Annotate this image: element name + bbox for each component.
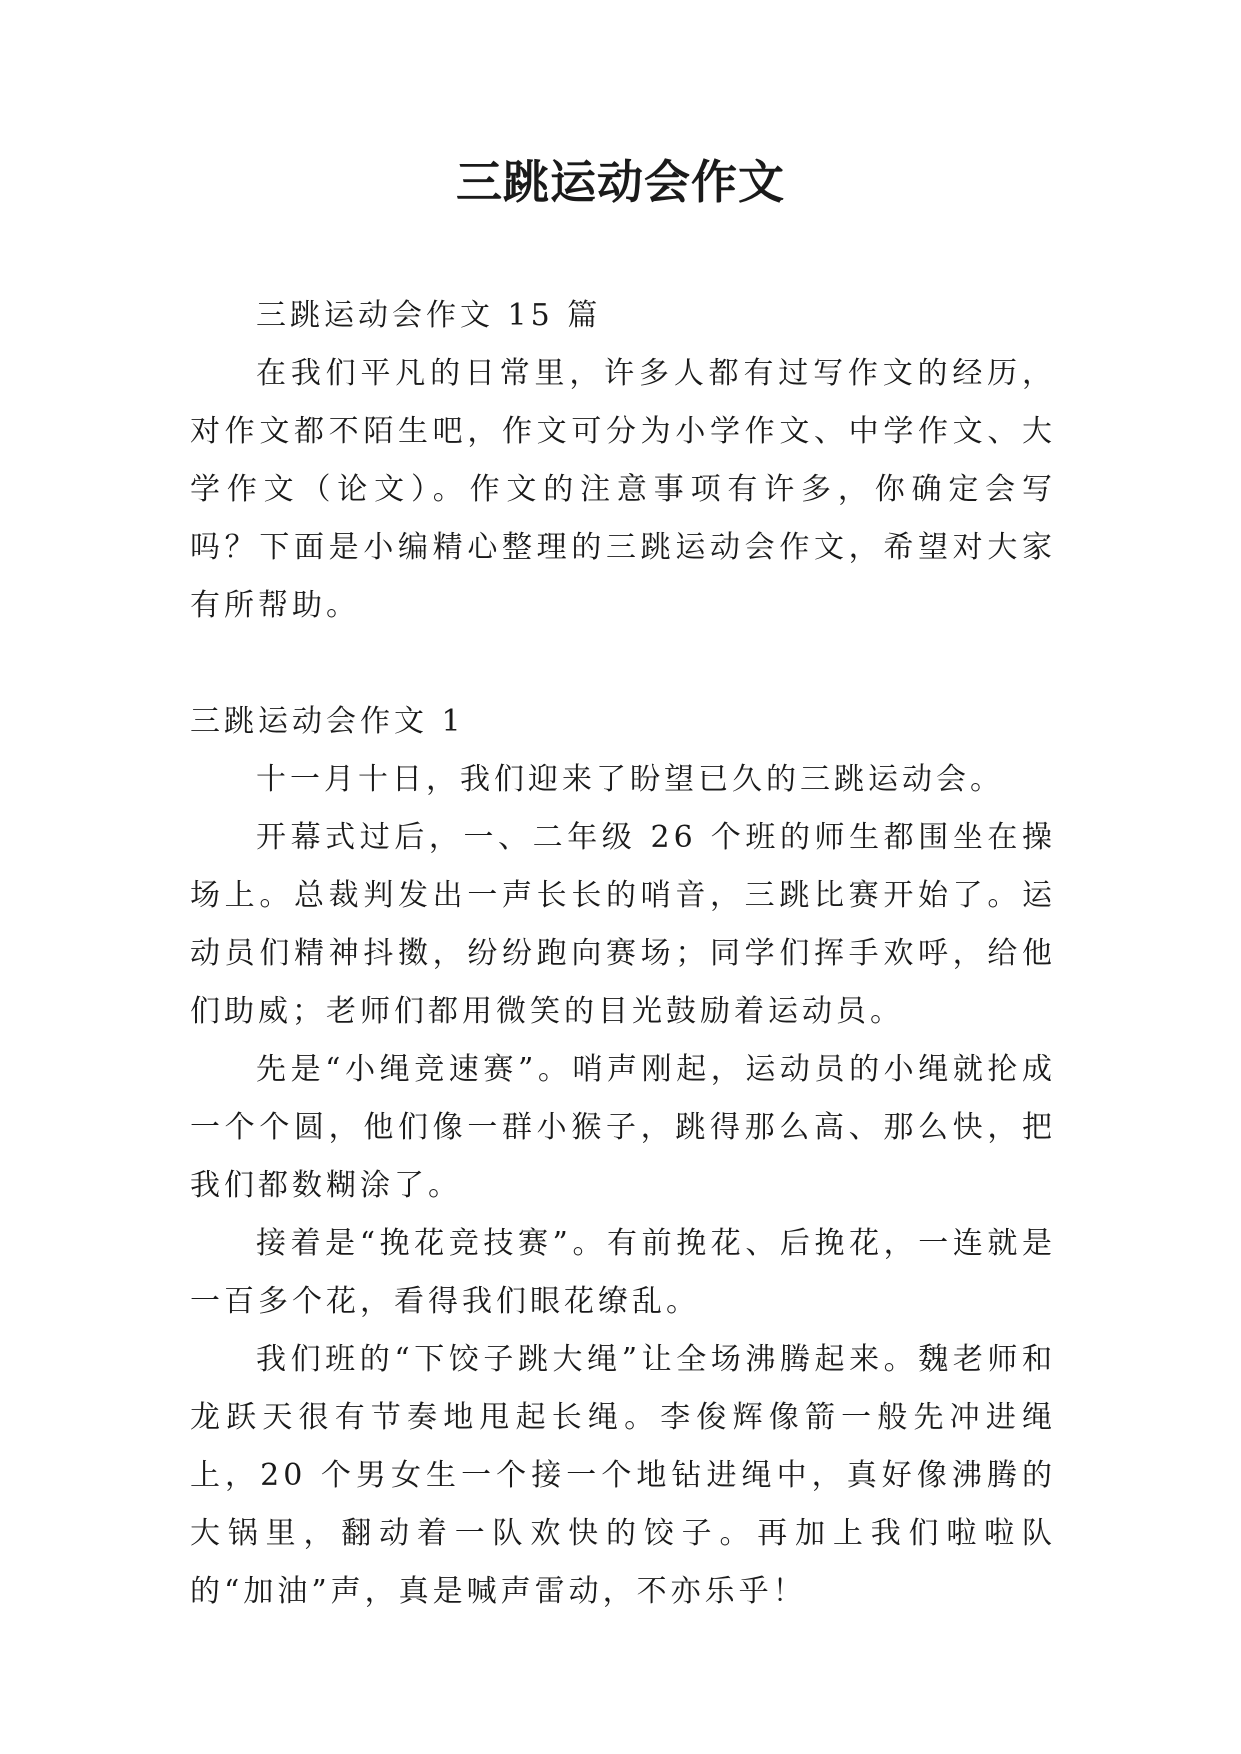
document-subtitle: 三跳运动会作文 15 篇 [256,298,602,333]
body-paragraph: 十一月十日，我们迎来了盼望已久的三跳运动会。 [256,762,1004,797]
body-paragraph: 开幕式过后，一、二年级 26 个班的师生都围坐在操场上。总裁判发出一声长长的哨音，三跳比赛开始了。运动员们精神抖擞，纷纷跑向赛场；同学们挥手欢呼，给他们助威；老师们都用微笑的目光鼓励着运动员。 [190,820,1056,1029]
intro-paragraph: 在我们平凡的日常里，许多人都有过写作文的经历，对作文都不陌生吧，作文可分为小学作文、中学作文、大学作文（论文）。作文的注意事项有许多，你确定会写吗？下面是小编精心整理的三跳运动会作文，希望对大家有所帮助。 [190,356,1056,623]
body-paragraph: 我们班的“下饺子跳大绳”让全场沸腾起来。魏老师和龙跃天很有节奏地甩起长绳。李俊辉像箭一般先冲进绳上，20 个男女生一个接一个地钻进绳中，真好像沸腾的大锅里，翻动着一队欢快的饺子。再加上我们啦啦队的“加油”声，真是喊声雷动，不亦乐乎！ [190,1342,1056,1609]
body-paragraph: 接着是“挽花竞技赛”。有前挽花、后挽花，一连就是一百多个花，看得我们眼花缭乱。 [190,1226,1056,1319]
body-paragraph: 先是“小绳竞速赛”。哨声刚起，运动员的小绳就抡成一个个圆，他们像一群小猴子，跳得那么高、那么快，把我们都数糊涂了。 [190,1052,1056,1203]
section-heading: 三跳运动会作文 1 [190,704,465,739]
document-title: 三跳运动会作文 [456,155,785,209]
document-body [190,287,1056,1621]
